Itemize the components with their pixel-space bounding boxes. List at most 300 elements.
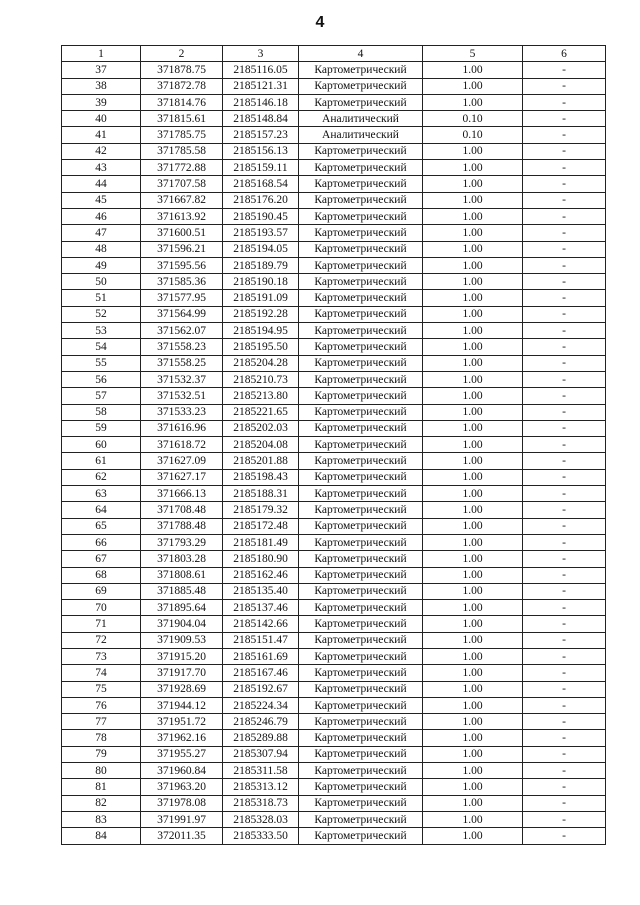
x-coordinate-cell: 371991.97 — [141, 811, 223, 827]
point-number-cell: 45 — [62, 192, 141, 208]
point-number-cell: 38 — [62, 78, 141, 94]
method-cell: Аналитический — [299, 127, 423, 143]
accuracy-cell: 1.00 — [423, 62, 523, 78]
note-cell: - — [523, 518, 606, 534]
accuracy-cell: 1.00 — [423, 583, 523, 599]
accuracy-cell: 1.00 — [423, 274, 523, 290]
point-number-cell: 46 — [62, 208, 141, 224]
table-row — [62, 62, 606, 78]
x-coordinate-cell: 371928.69 — [141, 681, 223, 697]
table-row — [62, 323, 606, 339]
x-coordinate-cell: 371944.12 — [141, 697, 223, 713]
x-coordinate-cell: 371978.08 — [141, 795, 223, 811]
note-cell: - — [523, 339, 606, 355]
table-row — [62, 388, 606, 404]
x-coordinate-cell: 371532.51 — [141, 388, 223, 404]
note-cell: - — [523, 225, 606, 241]
method-cell: Картометрический — [299, 192, 423, 208]
accuracy-cell: 1.00 — [423, 339, 523, 355]
y-coordinate-cell: 2185179.32 — [223, 502, 299, 518]
table-row — [62, 828, 606, 844]
point-number-cell: 77 — [62, 714, 141, 730]
method-cell: Картометрический — [299, 486, 423, 502]
method-cell: Картометрический — [299, 551, 423, 567]
x-coordinate-cell: 371960.84 — [141, 763, 223, 779]
point-number-cell: 69 — [62, 583, 141, 599]
accuracy-cell: 0.10 — [423, 111, 523, 127]
note-cell: - — [523, 453, 606, 469]
note-cell: - — [523, 567, 606, 583]
point-number-cell: 65 — [62, 518, 141, 534]
table-row — [62, 600, 606, 616]
note-cell: - — [523, 811, 606, 827]
note-cell: - — [523, 730, 606, 746]
point-number-cell: 67 — [62, 551, 141, 567]
method-cell: Картометрический — [299, 518, 423, 534]
y-coordinate-cell: 2185176.20 — [223, 192, 299, 208]
note-cell: - — [523, 62, 606, 78]
method-cell: Картометрический — [299, 225, 423, 241]
y-coordinate-cell: 2185146.18 — [223, 94, 299, 110]
x-coordinate-cell: 371558.25 — [141, 355, 223, 371]
x-coordinate-cell: 371562.07 — [141, 323, 223, 339]
x-coordinate-cell: 371788.48 — [141, 518, 223, 534]
point-number-cell: 43 — [62, 160, 141, 176]
table-row — [62, 94, 606, 110]
coordinates-table — [61, 45, 606, 845]
accuracy-cell: 1.00 — [423, 241, 523, 257]
x-coordinate-cell: 371577.95 — [141, 290, 223, 306]
accuracy-cell: 1.00 — [423, 306, 523, 322]
x-coordinate-cell: 371951.72 — [141, 714, 223, 730]
note-cell: - — [523, 763, 606, 779]
header-row — [62, 46, 606, 62]
accuracy-cell: 1.00 — [423, 469, 523, 485]
accuracy-cell: 1.00 — [423, 437, 523, 453]
method-cell: Картометрический — [299, 453, 423, 469]
method-cell: Картометрический — [299, 339, 423, 355]
x-coordinate-cell: 371667.82 — [141, 192, 223, 208]
point-number-cell: 78 — [62, 730, 141, 746]
table-row — [62, 518, 606, 534]
y-coordinate-cell: 2185189.79 — [223, 257, 299, 273]
table-row — [62, 648, 606, 664]
table-row — [62, 730, 606, 746]
y-coordinate-cell: 2185221.65 — [223, 404, 299, 420]
table-row — [62, 437, 606, 453]
point-number-cell: 68 — [62, 567, 141, 583]
note-cell: - — [523, 257, 606, 273]
y-coordinate-cell: 2185192.28 — [223, 306, 299, 322]
y-coordinate-cell: 2185311.58 — [223, 763, 299, 779]
table-row — [62, 192, 606, 208]
table-row — [62, 567, 606, 583]
y-coordinate-cell: 2185213.80 — [223, 388, 299, 404]
note-cell: - — [523, 779, 606, 795]
x-coordinate-cell: 371627.17 — [141, 469, 223, 485]
note-cell: - — [523, 388, 606, 404]
x-coordinate-cell: 371708.48 — [141, 502, 223, 518]
y-coordinate-cell: 2185192.67 — [223, 681, 299, 697]
note-cell: - — [523, 534, 606, 550]
y-coordinate-cell: 2185246.79 — [223, 714, 299, 730]
note-cell: - — [523, 583, 606, 599]
point-number-cell: 55 — [62, 355, 141, 371]
accuracy-cell: 1.00 — [423, 94, 523, 110]
note-cell: - — [523, 828, 606, 844]
y-coordinate-cell: 2185210.73 — [223, 371, 299, 387]
method-cell: Картометрический — [299, 665, 423, 681]
y-coordinate-cell: 2185313.12 — [223, 779, 299, 795]
x-coordinate-cell: 371558.23 — [141, 339, 223, 355]
accuracy-cell: 1.00 — [423, 600, 523, 616]
point-number-cell: 74 — [62, 665, 141, 681]
y-coordinate-cell: 2185201.88 — [223, 453, 299, 469]
table-row — [62, 583, 606, 599]
note-cell: - — [523, 111, 606, 127]
method-cell: Картометрический — [299, 811, 423, 827]
point-number-cell: 63 — [62, 486, 141, 502]
note-cell: - — [523, 78, 606, 94]
point-number-cell: 40 — [62, 111, 141, 127]
method-cell: Картометрический — [299, 290, 423, 306]
x-coordinate-cell: 371895.64 — [141, 600, 223, 616]
method-cell: Картометрический — [299, 160, 423, 176]
table-row — [62, 469, 606, 485]
method-cell: Картометрический — [299, 779, 423, 795]
method-cell: Картометрический — [299, 763, 423, 779]
accuracy-cell: 1.00 — [423, 420, 523, 436]
point-number-cell: 41 — [62, 127, 141, 143]
method-cell: Картометрический — [299, 143, 423, 159]
y-coordinate-cell: 2185190.18 — [223, 274, 299, 290]
table-row — [62, 763, 606, 779]
table-row — [62, 795, 606, 811]
method-cell: Картометрический — [299, 795, 423, 811]
table-row — [62, 160, 606, 176]
x-coordinate-cell: 371533.23 — [141, 404, 223, 420]
table-row — [62, 486, 606, 502]
accuracy-cell: 1.00 — [423, 225, 523, 241]
point-number-cell: 47 — [62, 225, 141, 241]
accuracy-cell: 1.00 — [423, 648, 523, 664]
method-cell: Картометрический — [299, 746, 423, 762]
x-coordinate-cell: 371616.96 — [141, 420, 223, 436]
method-cell: Картометрический — [299, 78, 423, 94]
x-coordinate-cell: 371917.70 — [141, 665, 223, 681]
column-header: 5 — [423, 46, 523, 62]
table-row — [62, 339, 606, 355]
y-coordinate-cell: 2185194.95 — [223, 323, 299, 339]
table-row — [62, 632, 606, 648]
note-cell: - — [523, 486, 606, 502]
point-number-cell: 83 — [62, 811, 141, 827]
note-cell: - — [523, 323, 606, 339]
method-cell: Картометрический — [299, 828, 423, 844]
note-cell: - — [523, 469, 606, 485]
table-row — [62, 746, 606, 762]
point-number-cell: 76 — [62, 697, 141, 713]
column-header: 1 — [62, 46, 141, 62]
point-number-cell: 51 — [62, 290, 141, 306]
x-coordinate-cell: 371595.56 — [141, 257, 223, 273]
note-cell: - — [523, 127, 606, 143]
column-header: 2 — [141, 46, 223, 62]
point-number-cell: 79 — [62, 746, 141, 762]
point-number-cell: 84 — [62, 828, 141, 844]
y-coordinate-cell: 2185193.57 — [223, 225, 299, 241]
note-cell: - — [523, 437, 606, 453]
x-coordinate-cell: 371815.61 — [141, 111, 223, 127]
table-row — [62, 420, 606, 436]
accuracy-cell: 1.00 — [423, 730, 523, 746]
table-row — [62, 208, 606, 224]
table-header — [62, 46, 606, 62]
y-coordinate-cell: 2185151.47 — [223, 632, 299, 648]
y-coordinate-cell: 2185172.48 — [223, 518, 299, 534]
x-coordinate-cell: 371803.28 — [141, 551, 223, 567]
accuracy-cell: 1.00 — [423, 681, 523, 697]
method-cell: Картометрический — [299, 600, 423, 616]
y-coordinate-cell: 2185204.08 — [223, 437, 299, 453]
note-cell: - — [523, 192, 606, 208]
table-row — [62, 176, 606, 192]
method-cell: Картометрический — [299, 632, 423, 648]
accuracy-cell: 1.00 — [423, 502, 523, 518]
point-number-cell: 54 — [62, 339, 141, 355]
accuracy-cell: 1.00 — [423, 551, 523, 567]
accuracy-cell: 1.00 — [423, 371, 523, 387]
x-coordinate-cell: 371585.36 — [141, 274, 223, 290]
note-cell: - — [523, 143, 606, 159]
table-row — [62, 665, 606, 681]
table-row — [62, 143, 606, 159]
point-number-cell: 49 — [62, 257, 141, 273]
method-cell: Картометрический — [299, 94, 423, 110]
note-cell: - — [523, 681, 606, 697]
y-coordinate-cell: 2185162.46 — [223, 567, 299, 583]
y-coordinate-cell: 2185198.43 — [223, 469, 299, 485]
x-coordinate-cell: 371808.61 — [141, 567, 223, 583]
note-cell: - — [523, 420, 606, 436]
table-row — [62, 78, 606, 94]
x-coordinate-cell: 371785.75 — [141, 127, 223, 143]
accuracy-cell: 1.00 — [423, 632, 523, 648]
y-coordinate-cell: 2185202.03 — [223, 420, 299, 436]
note-cell: - — [523, 665, 606, 681]
x-coordinate-cell: 371878.75 — [141, 62, 223, 78]
table-row — [62, 355, 606, 371]
note-cell: - — [523, 632, 606, 648]
point-number-cell: 82 — [62, 795, 141, 811]
y-coordinate-cell: 2185157.23 — [223, 127, 299, 143]
note-cell: - — [523, 746, 606, 762]
table-row — [62, 697, 606, 713]
point-number-cell: 44 — [62, 176, 141, 192]
accuracy-cell: 1.00 — [423, 192, 523, 208]
method-cell: Картометрический — [299, 616, 423, 632]
y-coordinate-cell: 2185195.50 — [223, 339, 299, 355]
accuracy-cell: 1.00 — [423, 486, 523, 502]
method-cell: Картометрический — [299, 306, 423, 322]
table-row — [62, 779, 606, 795]
note-cell: - — [523, 551, 606, 567]
point-number-cell: 60 — [62, 437, 141, 453]
page-number: 4 — [315, 14, 325, 31]
y-coordinate-cell: 2185307.94 — [223, 746, 299, 762]
x-coordinate-cell: 371596.21 — [141, 241, 223, 257]
accuracy-cell: 1.00 — [423, 534, 523, 550]
table-row — [62, 502, 606, 518]
x-coordinate-cell: 371885.48 — [141, 583, 223, 599]
note-cell: - — [523, 600, 606, 616]
point-number-cell: 66 — [62, 534, 141, 550]
y-coordinate-cell: 2185194.05 — [223, 241, 299, 257]
y-coordinate-cell: 2185156.13 — [223, 143, 299, 159]
accuracy-cell: 1.00 — [423, 355, 523, 371]
table-row — [62, 241, 606, 257]
point-number-cell: 75 — [62, 681, 141, 697]
x-coordinate-cell: 371793.29 — [141, 534, 223, 550]
method-cell: Картометрический — [299, 176, 423, 192]
point-number-cell: 61 — [62, 453, 141, 469]
note-cell: - — [523, 795, 606, 811]
table-row — [62, 453, 606, 469]
accuracy-cell: 1.00 — [423, 323, 523, 339]
point-number-cell: 52 — [62, 306, 141, 322]
note-cell: - — [523, 290, 606, 306]
x-coordinate-cell: 371627.09 — [141, 453, 223, 469]
x-coordinate-cell: 371618.72 — [141, 437, 223, 453]
accuracy-cell: 1.00 — [423, 453, 523, 469]
column-header: 6 — [523, 46, 606, 62]
method-cell: Картометрический — [299, 681, 423, 697]
method-cell: Картометрический — [299, 241, 423, 257]
point-number-cell: 39 — [62, 94, 141, 110]
y-coordinate-cell: 2185191.09 — [223, 290, 299, 306]
accuracy-cell: 1.00 — [423, 518, 523, 534]
accuracy-cell: 1.00 — [423, 567, 523, 583]
note-cell: - — [523, 306, 606, 322]
accuracy-cell: 1.00 — [423, 616, 523, 632]
accuracy-cell: 1.00 — [423, 779, 523, 795]
note-cell: - — [523, 502, 606, 518]
note-cell: - — [523, 208, 606, 224]
y-coordinate-cell: 2185204.28 — [223, 355, 299, 371]
method-cell: Картометрический — [299, 355, 423, 371]
method-cell: Картометрический — [299, 697, 423, 713]
accuracy-cell: 1.00 — [423, 811, 523, 827]
y-coordinate-cell: 2185181.49 — [223, 534, 299, 550]
point-number-cell: 80 — [62, 763, 141, 779]
method-cell: Картометрический — [299, 371, 423, 387]
accuracy-cell: 1.00 — [423, 795, 523, 811]
table-row — [62, 257, 606, 273]
accuracy-cell: 1.00 — [423, 208, 523, 224]
table-row — [62, 306, 606, 322]
table-row — [62, 714, 606, 730]
point-number-cell: 42 — [62, 143, 141, 159]
method-cell: Картометрический — [299, 469, 423, 485]
y-coordinate-cell: 2185137.46 — [223, 600, 299, 616]
accuracy-cell: 1.00 — [423, 78, 523, 94]
point-number-cell: 56 — [62, 371, 141, 387]
x-coordinate-cell: 372011.35 — [141, 828, 223, 844]
note-cell: - — [523, 241, 606, 257]
method-cell: Картометрический — [299, 62, 423, 78]
y-coordinate-cell: 2185116.05 — [223, 62, 299, 78]
x-coordinate-cell: 371962.16 — [141, 730, 223, 746]
method-cell: Картометрический — [299, 208, 423, 224]
point-number-cell: 37 — [62, 62, 141, 78]
x-coordinate-cell: 371532.37 — [141, 371, 223, 387]
x-coordinate-cell: 371814.76 — [141, 94, 223, 110]
accuracy-cell: 1.00 — [423, 388, 523, 404]
x-coordinate-cell: 371955.27 — [141, 746, 223, 762]
table-row — [62, 551, 606, 567]
y-coordinate-cell: 2185159.11 — [223, 160, 299, 176]
point-number-cell: 73 — [62, 648, 141, 664]
accuracy-cell: 1.00 — [423, 143, 523, 159]
accuracy-cell: 1.00 — [423, 665, 523, 681]
y-coordinate-cell: 2185168.54 — [223, 176, 299, 192]
point-number-cell: 81 — [62, 779, 141, 795]
point-number-cell: 57 — [62, 388, 141, 404]
column-header: 4 — [299, 46, 423, 62]
table-body — [62, 62, 606, 844]
x-coordinate-cell: 371909.53 — [141, 632, 223, 648]
method-cell: Картометрический — [299, 567, 423, 583]
point-number-cell: 58 — [62, 404, 141, 420]
x-coordinate-cell: 371963.20 — [141, 779, 223, 795]
x-coordinate-cell: 371600.51 — [141, 225, 223, 241]
table-row — [62, 811, 606, 827]
point-number-cell: 59 — [62, 420, 141, 436]
table-row — [62, 290, 606, 306]
x-coordinate-cell: 371872.78 — [141, 78, 223, 94]
y-coordinate-cell: 2185289.88 — [223, 730, 299, 746]
accuracy-cell: 1.00 — [423, 160, 523, 176]
accuracy-cell: 1.00 — [423, 290, 523, 306]
x-coordinate-cell: 371772.88 — [141, 160, 223, 176]
point-number-cell: 48 — [62, 241, 141, 257]
note-cell: - — [523, 94, 606, 110]
method-cell: Картометрический — [299, 274, 423, 290]
point-number-cell: 53 — [62, 323, 141, 339]
note-cell: - — [523, 648, 606, 664]
table-row — [62, 534, 606, 550]
method-cell: Картометрический — [299, 502, 423, 518]
method-cell: Аналитический — [299, 111, 423, 127]
method-cell: Картометрический — [299, 583, 423, 599]
table-row — [62, 371, 606, 387]
note-cell: - — [523, 714, 606, 730]
x-coordinate-cell: 371707.58 — [141, 176, 223, 192]
y-coordinate-cell: 2185333.50 — [223, 828, 299, 844]
accuracy-cell: 1.00 — [423, 176, 523, 192]
note-cell: - — [523, 176, 606, 192]
y-coordinate-cell: 2185142.66 — [223, 616, 299, 632]
y-coordinate-cell: 2185328.03 — [223, 811, 299, 827]
y-coordinate-cell: 2185224.34 — [223, 697, 299, 713]
accuracy-cell: 1.00 — [423, 828, 523, 844]
method-cell: Картометрический — [299, 388, 423, 404]
column-header: 3 — [223, 46, 299, 62]
note-cell: - — [523, 355, 606, 371]
accuracy-cell: 1.00 — [423, 257, 523, 273]
accuracy-cell: 1.00 — [423, 697, 523, 713]
x-coordinate-cell: 371666.13 — [141, 486, 223, 502]
